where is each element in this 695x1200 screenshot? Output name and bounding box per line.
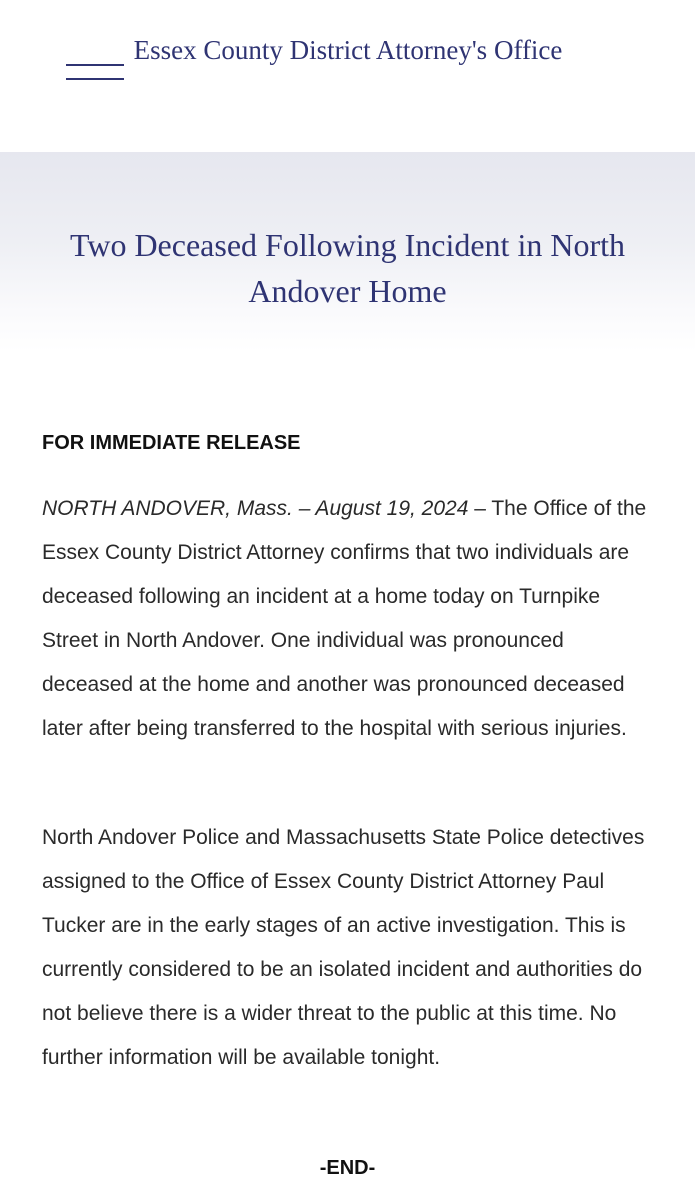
end-mark: -END- [319, 1157, 376, 1179]
office-logo-lines [66, 56, 124, 82]
logo-line-bottom [66, 78, 124, 80]
page-title: Two Deceased Following Incident in North Andover Home [70, 227, 625, 309]
body-paragraph-1 [42, 487, 658, 751]
office-name[interactable]: Essex County District Attorney's Office [133, 35, 563, 65]
body-paragraph-2: North Andover Police and Massachusetts State Police detectives assigned to the Office of Essex County District Attorney Paul Tucker are in the early stages of an active investigation. This is currently considered to be an isolated incident and authorities do not believe there is a wider threat to the public at this time. No further information will be available tonight. [42, 826, 645, 1069]
dateline: NORTH ANDOVER, Mass. – August 19, 2024 [42, 497, 469, 520]
dateline-separator: – [468, 497, 492, 520]
paragraph-1-body: The Office of the Essex County District Attorney confirms that two individuals are deceased following an incident at a home today on Turnpike Street in North Andover. One individual was pronounced deceased at the home and another was pronounced deceased later after being transferred to the hospital with serious injuries. [42, 497, 647, 740]
release-label: FOR IMMEDIATE RELEASE [42, 432, 301, 454]
page-header [0, 0, 695, 152]
logo-line-top [66, 64, 124, 66]
